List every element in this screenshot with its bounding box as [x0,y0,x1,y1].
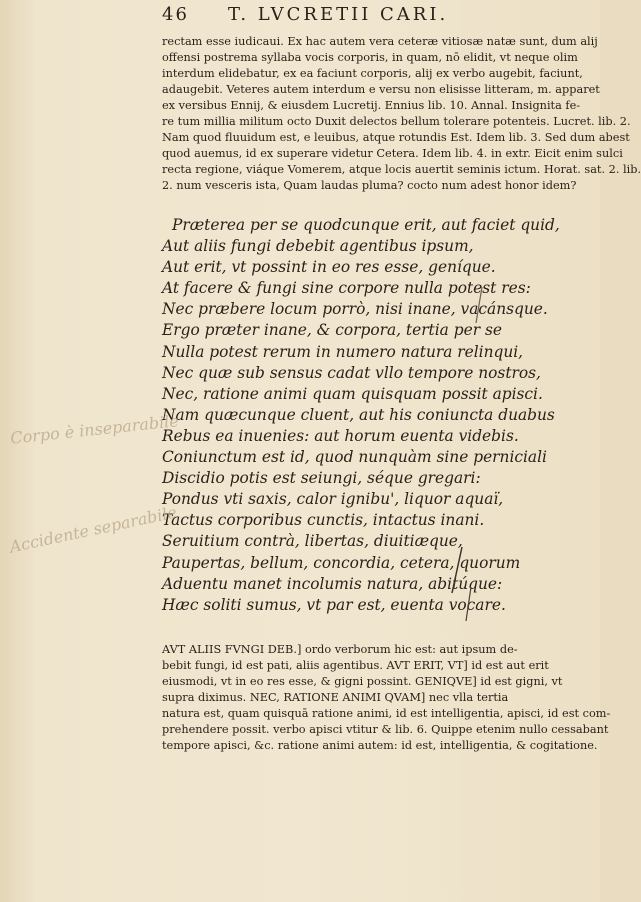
commentary-line: bebit fungi, id est pati, aliis agentibus. AVT ERIT, VT] id est aut erit [162,659,549,672]
commentary-bottom [162,642,611,754]
verse-line: Discidio potis est seiungi, séque gregari: [162,469,481,488]
verse-line: Nec præbere locum porrò, nisi inane, vacánsque. [162,300,548,319]
commentary-line: 2. num vesceris ista, Quam laudas pluma? cocto num adest honor idem? [162,179,577,192]
commentary-line: interdum elidebatur, ex ea faciunt corporis, alij ex verbo augebit, faciunt, [162,67,583,80]
verse-line: At facere & fungi sine corpore nulla potest res: [162,279,531,298]
commentary-line: rectam esse iudicaui. Ex hac autem vera ceteræ vitiosæ natæ sunt, dum alij [162,35,598,48]
commentary-line: prehendere possit. verbo apisci vtitur & lib. 6. Quippe etenim nullo cessabant [162,723,609,736]
running-title: T. LVCRETII CARI. [228,4,449,25]
commentary-line: Nam quod fluuidum est, e leuibus, atque rotundis Est. Idem lib. 3. Sed dum abest [162,131,630,144]
commentary-line: supra diximus. NEC, RATIONE ANIMI QVAM] nec vlla tertia [162,691,509,704]
page-header [162,4,562,26]
verse-line: Nam quæcunque cluent, aut his coniuncta duabus [162,405,555,424]
verse-line: Pondus vti saxis, calor ignibu', liquor aquaï, [162,490,504,509]
commentary-line: adaugebit. Veteres autem interdum e versu non elisisse litteram, m. apparet [162,83,600,96]
pencil-mark [462,585,476,625]
commentary-line: offensi postrema syllaba vocis corporis, in quam, nō elidit, vt neque olim [162,51,578,64]
verse-line: Seruitium contrà, libertas, diuitiæque, [162,532,463,551]
verse-line: Nec quæ sub sensus cadat vllo tempore nostros, [162,363,541,382]
verse-line: Præterea per se quodcunque erit, aut faciet quid, [172,216,560,234]
verse-line: Aut erit, vt possint in eo res esse, geníque. [162,258,496,277]
commentary-line: quod auemus, id ex superare videtur Cetera. Idem lib. 4. in extr. Eicit enim sulci [162,147,623,160]
verse-line: Nec, ratione animi quam quisquam possit apisci. [162,384,543,403]
commentary-line: re tum millia militum octo Duxit delectos bellum tolerare potenteis. Lucret. lib. 2. [162,115,631,128]
verse-line: Paupertas, bellum, concordia, cetera, quorum [162,553,521,572]
pencil-mark [472,285,486,325]
verse-line: Aduentu manet incolumis natura, abitúque: [162,574,503,593]
commentary-line: tempore apisci, &c. ratione animi autem: id est, intelligentia, & cogitatione. [162,739,598,752]
commentary-top [162,34,641,194]
verse-line: Ergo præter inane, & corpora, tertia per se [162,321,502,340]
verse-line: Hæc soliti sumus, vt par est, euenta vocare. [162,595,506,614]
commentary-line: eiusmodi, vt in eo res esse, & gigni possint. GENIQVE] id est gigni, vt [162,675,563,688]
verse-line: Rebus ea inuenies: aut horum euenta videbis. [162,426,519,445]
commentary-line: recta regione, viáque Vomerem, atque locis auertit seminis ictum. Horat. sat. 2. lib. [162,163,641,176]
commentary-line: natura est, quam quisquā ratione animi, id est intelligentia, apisci, id est com- [162,707,611,720]
verse-block [162,215,560,616]
page-number: 46 [162,4,189,25]
verse-line: Coniunctum est id, quod nunquàm sine perniciali [162,448,547,467]
verse-line: Nulla potest rerum in numero natura relinqui, [162,342,524,361]
verse-line: Tactus corporibus cunctis, intactus inani. [162,511,485,530]
commentary-line: ex versibus Ennij, & eiusdem Lucretij. Ennius lib. 10. Annal. Insignita fe- [162,99,581,112]
handwritten-margin-note: Corpo è inseparabile [9,411,180,448]
verse-line: Aut aliis fungi debebit agentibus ipsum, [162,237,474,256]
commentary-line: AVT ALIIS FVNGI DEB.] ordo verborum hic est: aut ipsum de- [162,643,518,656]
handwritten-margin-note: Accidente separabile [7,502,179,557]
